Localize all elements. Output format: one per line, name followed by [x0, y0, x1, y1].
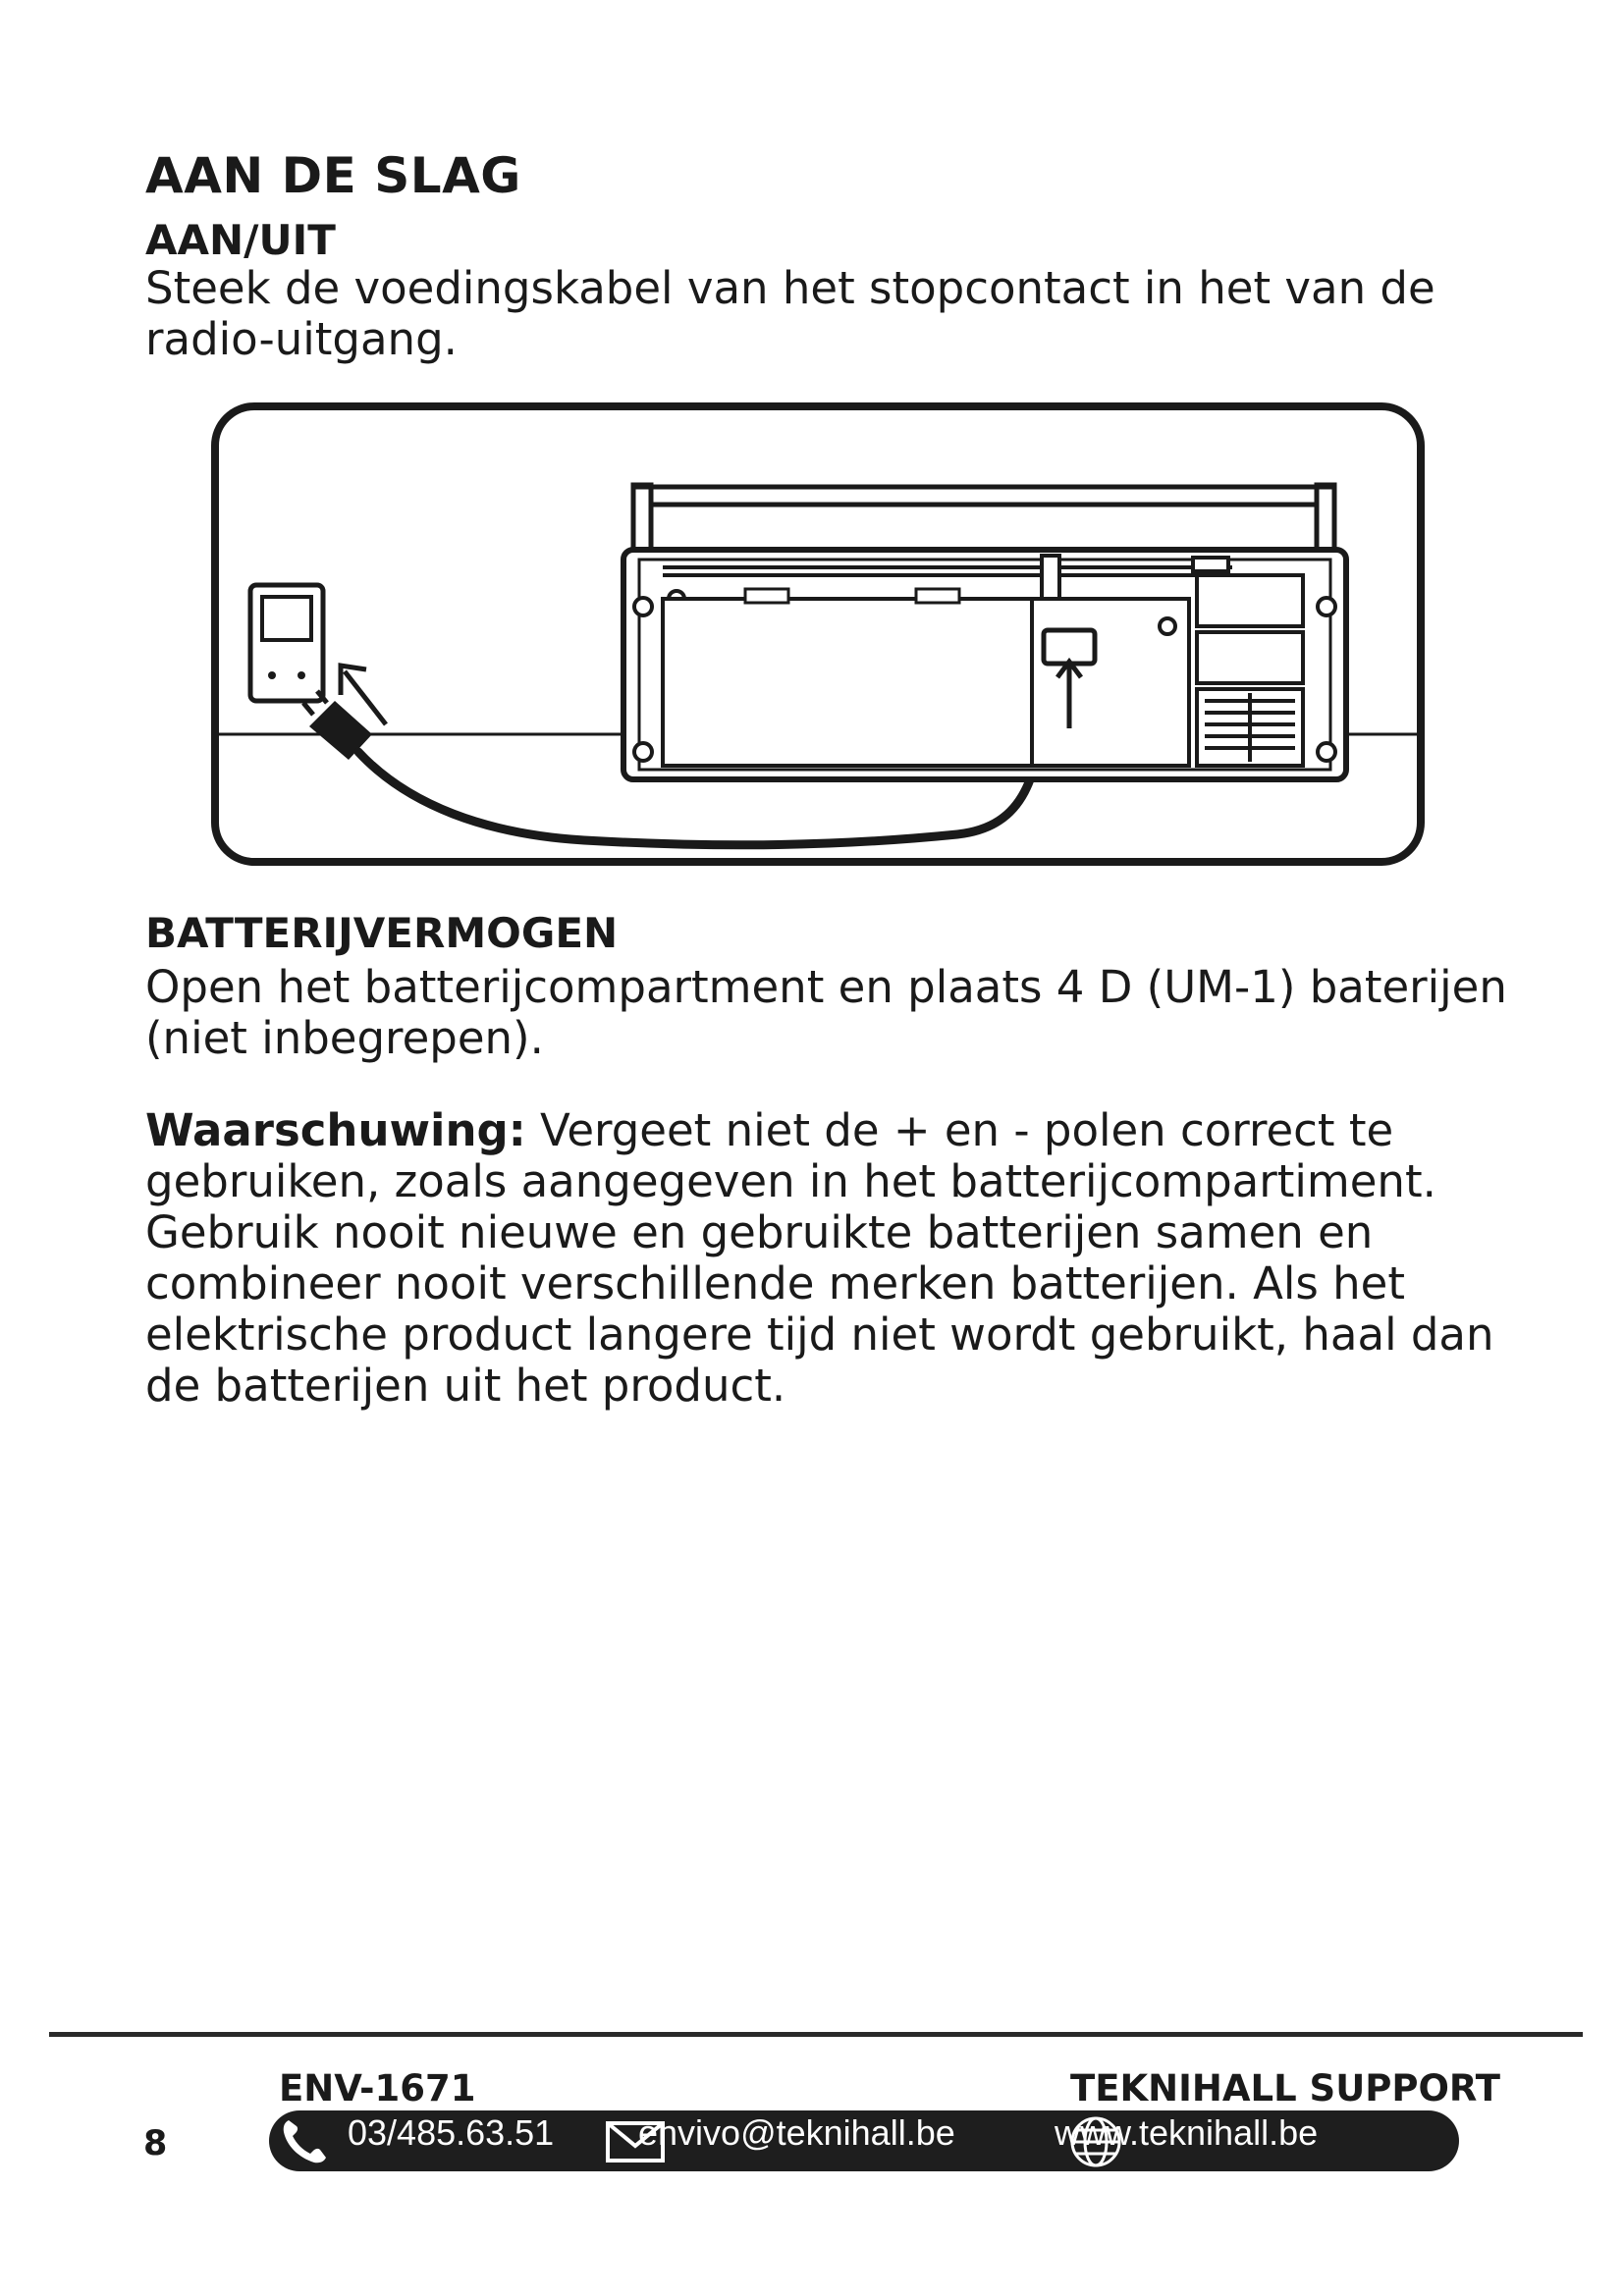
- battery-warning: [145, 1105, 1520, 1412]
- warning-label: Waarschuwing:: [145, 1104, 526, 1156]
- email-address[interactable]: envivo@teknihall.be: [638, 2112, 955, 2153]
- section-title-power: AAN/UIT: [145, 216, 336, 264]
- page-number: 8: [143, 2124, 168, 2163]
- page-heading: AAN DE SLAG: [145, 147, 521, 204]
- footer-divider: [49, 2032, 1583, 2037]
- power-connection-illustration: [211, 402, 1425, 866]
- battery-compartment: [663, 599, 1032, 766]
- warning-text: Vergeet niet de + en - polen correct te gebruiken, zoals aangegeven in het batterijcompartiment. Gebruik nooit nieuwe en gebruikte batterijen samen en combineer nooit verschillende merken batterijen. Als het elektrische product langere tijd niet wordt gebruikt, haal dan de batterijen uit het product.: [145, 1104, 1494, 1412]
- power-instructions: Steek de voedingskabel van het stopcontact in het van de radio-uitgang.: [145, 262, 1435, 365]
- speaker-grille: [1197, 689, 1303, 766]
- model-number: ENV-1671: [279, 2067, 476, 2109]
- phone-number[interactable]: 03/485.63.51: [348, 2112, 555, 2153]
- phone-icon: [277, 2112, 334, 2169]
- support-title: TEKNIHALL SUPPORT: [1070, 2067, 1501, 2109]
- website-url[interactable]: www.teknihall.be: [1055, 2112, 1319, 2153]
- wall-socket-icon: [250, 585, 323, 701]
- battery-instructions: Open het batterijcompartment en plaats 4 D (UM-1) baterijen (niet inbegrepen).: [145, 961, 1507, 1064]
- section-title-battery: BATTERIJVERMOGEN: [145, 909, 619, 957]
